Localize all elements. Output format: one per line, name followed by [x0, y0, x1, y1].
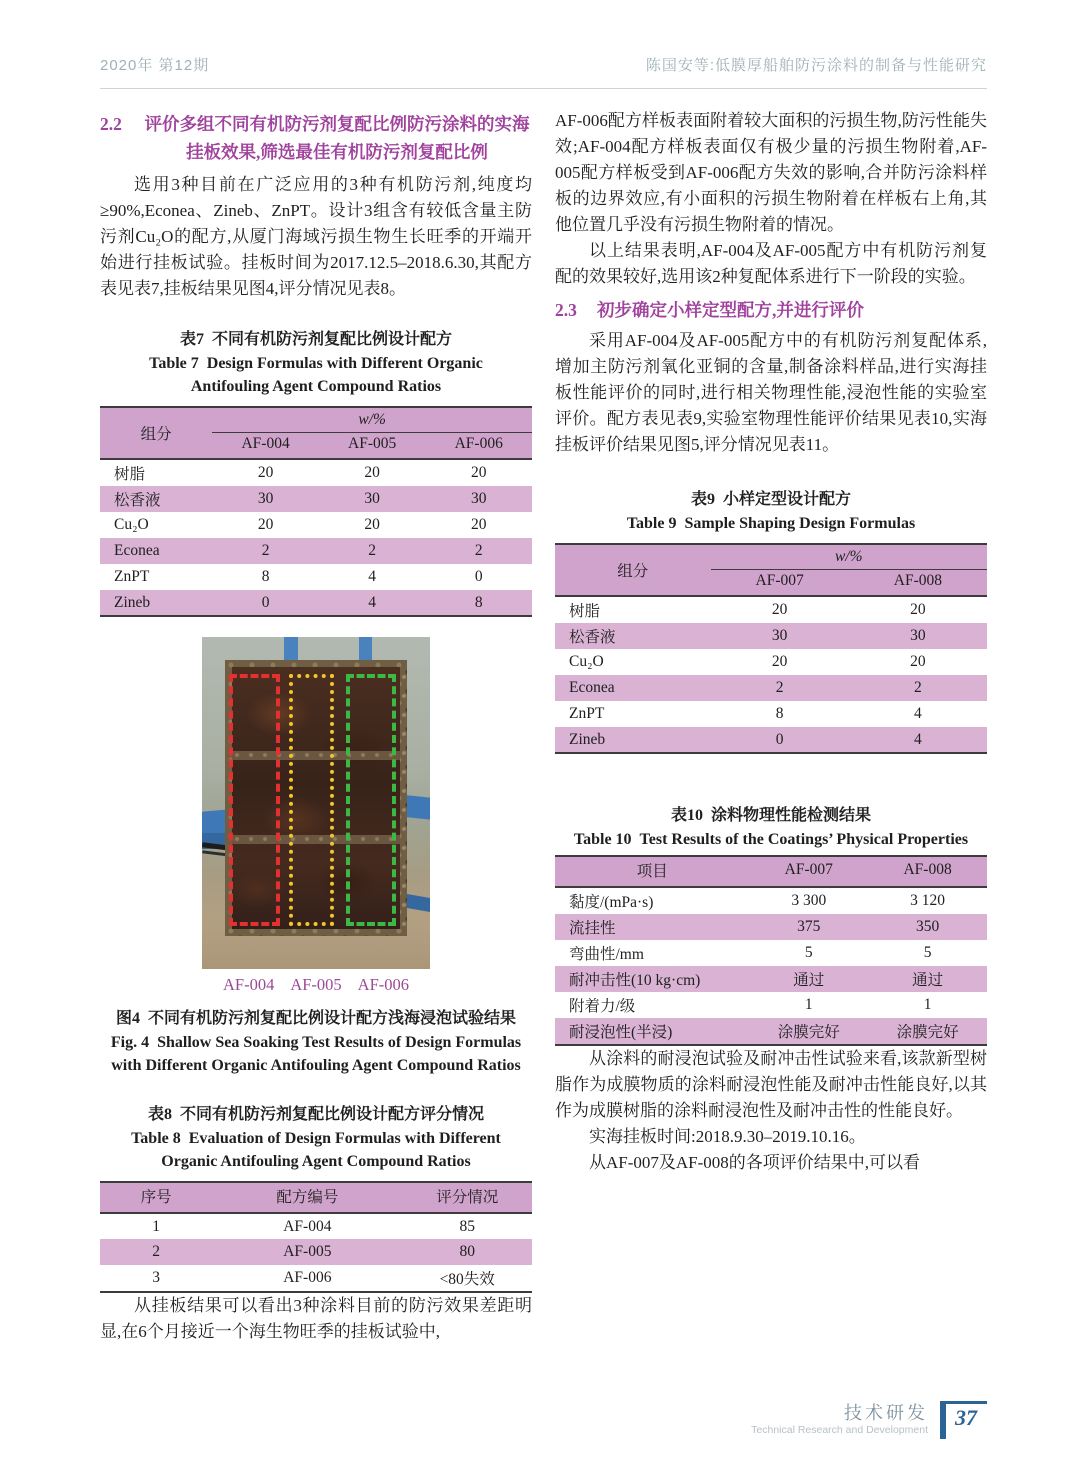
table-row — [555, 940, 987, 966]
cell: 松香液 — [569, 629, 616, 646]
section-heading-2-3 — [555, 296, 987, 324]
table-row — [555, 887, 987, 914]
sea-immersion-photo — [202, 637, 430, 969]
cell: 0 — [261, 593, 270, 611]
figure4-caption-en: Fig. 4 Shallow Sea Soaking Test Results of Design Formulas with Different Organic Antifouling Agent Compound Ratios — [110, 1034, 522, 1074]
cell: 30 — [910, 627, 926, 644]
paragraph: 以上结果表明,AF-004及AF-005配方中有机防污剂复配的效果较好,选用该2种复配体系进行下一阶段的实验。 — [555, 241, 987, 286]
table-row — [555, 914, 987, 940]
left-column — [100, 108, 532, 1345]
cell: 松香液 — [114, 492, 161, 509]
cell: 通过 — [912, 972, 944, 989]
cell: 3 — [152, 1269, 161, 1286]
figure-4 — [100, 637, 532, 1077]
table9-caption-en: Table 9 Sample Shaping Design Formulas — [626, 515, 916, 532]
cell: 85 — [459, 1217, 475, 1235]
section-heading-2-2 — [100, 110, 532, 166]
table-row — [100, 486, 532, 512]
cell: 20 — [364, 516, 380, 533]
cell: AF-006 — [283, 1269, 332, 1286]
table7-col-component: 组分 — [100, 407, 212, 459]
cell: 20 — [910, 653, 926, 670]
cell: 黏度/(mPa·s) — [569, 894, 654, 911]
cell: AF-005 — [283, 1243, 332, 1260]
table9-col-component: 组分 — [555, 544, 711, 596]
table7 — [100, 406, 532, 617]
page-number: 37 — [940, 1401, 987, 1439]
table-row — [555, 701, 987, 727]
cell: 0 — [474, 568, 483, 585]
section-title: 初步确定小样定型配方,并进行评价 — [597, 300, 864, 320]
cell: 耐浸泡性(半浸) — [569, 1024, 673, 1041]
cell: 3 120 — [910, 892, 946, 909]
table-row — [555, 1018, 987, 1045]
table-row — [555, 675, 987, 701]
overlay-rect-af006 — [346, 674, 396, 926]
cell: 耐冲击性(10 kg·cm) — [569, 972, 701, 989]
cell: Cu₂O — [114, 516, 149, 533]
table10-caption-en: Table 10 Test Results of the Coatings’ Physical Properties — [573, 831, 969, 848]
cell: ZnPT — [114, 568, 150, 585]
cell: 20 — [771, 653, 788, 670]
paragraph: 从涂料的耐浸泡试验及耐冲击性试验来看,该款新型树脂作为成膜物质的涂料耐浸泡性能及耐冲击性能良好,以其作为成膜树脂的涂料耐浸泡性及耐冲击性的性能良好。 — [555, 1049, 987, 1120]
cell: 4 — [914, 705, 922, 722]
cell: 20 — [470, 516, 487, 533]
cell: 流挂性 — [569, 920, 616, 937]
cell: 3 300 — [791, 892, 827, 909]
cell: 30 — [257, 490, 274, 507]
table8-caption-cn: 表8 不同有机防污剂复配比例设计配方评分情况 — [147, 1106, 484, 1123]
table7-spanner: w/% — [212, 407, 532, 433]
photo-label-af004: AF-004 — [222, 975, 275, 994]
table9-caption-cn: 表9 小样定型设计配方 — [690, 491, 851, 508]
table10-col-af007: AF-007 — [749, 856, 868, 887]
cell: 5 — [923, 944, 932, 961]
cell: 20 — [257, 464, 274, 481]
table-row — [555, 649, 987, 675]
table-row — [100, 512, 532, 538]
section-number: 2.3 — [555, 300, 577, 320]
photo-label-af006: AF-006 — [357, 975, 410, 994]
cell: 2 — [261, 542, 270, 559]
cell: Econea — [569, 679, 615, 696]
cell: 2 — [368, 542, 377, 559]
table7-caption — [100, 328, 532, 398]
table10-caption-cn: 表10 涂料物理性能检测结果 — [670, 807, 871, 824]
overlay-rect-af004 — [229, 674, 279, 926]
footer-section — [751, 1403, 928, 1437]
table9 — [555, 543, 987, 754]
cell: 弯曲性/mm — [569, 946, 644, 963]
cell: 1 — [923, 996, 932, 1013]
cell: 20 — [257, 516, 274, 533]
table10-caption — [555, 804, 987, 851]
table10-col-af008: AF-008 — [868, 856, 987, 887]
cell: 8 — [474, 593, 483, 611]
table-row — [555, 992, 987, 1018]
cell: AF-004 — [283, 1217, 332, 1235]
table-row — [555, 596, 987, 623]
table8-col-index: 序号 — [100, 1182, 212, 1213]
cell: 30 — [364, 490, 380, 507]
cell: 8 — [775, 705, 784, 722]
figure4-caption — [100, 1007, 532, 1077]
cell: 树脂 — [569, 603, 601, 620]
footer-section-en: Technical Research and Development — [751, 1424, 928, 1436]
cell: 1 — [152, 1217, 161, 1235]
table9-caption — [555, 488, 987, 535]
table7-col-af005: AF-005 — [319, 433, 426, 460]
running-title: 陈国安等:低膜厚船舶防污涂料的制备与性能研究 — [645, 57, 987, 74]
cell: 1 — [804, 996, 813, 1013]
cell: Cu₂O — [569, 653, 604, 670]
cell: 涂膜完好 — [777, 1024, 840, 1041]
table10 — [555, 855, 987, 1046]
footer-section-cn: 技术研发 — [844, 1403, 928, 1423]
photo-blue-rail — [407, 894, 430, 912]
cell: 30 — [771, 627, 788, 644]
cell: 2 — [474, 542, 483, 559]
table-row — [100, 1265, 532, 1292]
cell: 4 — [368, 568, 377, 585]
paragraph: 采用AF-004及AF-005配方中的有机防污剂复配体系,增加主防污剂氧化亚铜的含量,制备涂料样品,进行实海挂板性能评价的同时,进行相关物理性能,浸泡性能的实验室评价。配方表见表9,实验室物理性能评价结果见表10,实海挂板评价结果见图5,评分情况见表11。 — [555, 331, 987, 454]
page-footer — [751, 1401, 987, 1439]
table7-caption-en-1: Table 7 Design Formulas with Different Organic — [149, 355, 483, 372]
cell: 附着力/级 — [569, 998, 636, 1015]
cell: 4 — [368, 593, 377, 611]
table8-col-score: 评分情况 — [402, 1182, 532, 1213]
cell: Econea — [114, 542, 160, 559]
photo-labels — [100, 975, 532, 995]
table-row — [100, 459, 532, 486]
cell: 树脂 — [114, 466, 146, 483]
cell: 0 — [775, 730, 784, 748]
table9-col-af007: AF-007 — [711, 570, 849, 597]
cell: 8 — [261, 568, 270, 585]
table-row — [100, 1213, 532, 1239]
table7-caption-cn: 表7 不同有机防污剂复配比例设计配方 — [179, 331, 452, 348]
cell: 20 — [364, 464, 380, 481]
cell: 5 — [804, 944, 813, 961]
cell: 20 — [771, 601, 788, 618]
cell: 80 — [459, 1243, 475, 1260]
section-title: 评价多组不同有机防污剂复配比例防污涂料的实海挂板效果,筛选最佳有机防污剂复配比例 — [144, 114, 530, 162]
cell: 涂膜完好 — [896, 1024, 959, 1041]
table7-caption-en-2: Antifouling Agent Compound Ratios — [190, 378, 442, 395]
cell: 2 — [152, 1243, 161, 1260]
table-row — [100, 1239, 532, 1265]
page-header — [100, 54, 987, 89]
cell: 375 — [797, 918, 821, 935]
table7-col-af004: AF-004 — [212, 433, 319, 460]
table8-col-formula: 配方编号 — [212, 1182, 402, 1213]
cell: 20 — [910, 601, 926, 618]
issue-label: 2020年 第12期 — [100, 57, 210, 74]
table-row — [555, 623, 987, 649]
table-row — [100, 564, 532, 590]
cell: 350 — [915, 918, 940, 935]
section-number: 2.2 — [100, 114, 122, 134]
table10-col-item: 项目 — [555, 856, 749, 887]
table8-caption-en-2: Organic Antifouling Agent Compound Ratios — [161, 1153, 471, 1170]
table-row — [100, 590, 532, 616]
cell: Zineb — [569, 730, 606, 748]
two-column-body — [100, 108, 987, 1345]
cell: Zineb — [114, 593, 151, 611]
table8-caption — [100, 1103, 532, 1173]
cell: 4 — [914, 730, 922, 748]
paragraph: 实海挂板时间:2018.9.30–2019.10.16。 — [589, 1127, 866, 1146]
table-row — [100, 538, 532, 564]
table-row — [555, 966, 987, 992]
table8 — [100, 1181, 532, 1293]
table7-col-af006: AF-006 — [425, 433, 532, 460]
figure4-caption-cn: 图4 不同有机防污剂复配比例设计配方浅海浸泡试验结果 — [115, 1010, 516, 1027]
photo-label-af005: AF-005 — [290, 975, 342, 994]
right-column — [555, 108, 987, 1345]
table-row — [555, 727, 987, 753]
table9-spanner: w/% — [711, 544, 987, 570]
table9-col-af008: AF-008 — [849, 570, 987, 597]
cell: 通过 — [793, 972, 825, 989]
cell: 20 — [470, 464, 487, 481]
paragraph: AF-006配方样板表面附着较大面积的污损生物,防污性能失效;AF-004配方样板表面仅有极少量的污损生物附着,AF-005配方样板受到AF-006配方失效的影响,合并防污涂料样板的边界效应,有小面积的污损生物附着在样板右上角,其他位置几乎没有污损生物附着的情况。 — [555, 111, 987, 234]
cell: 2 — [775, 679, 784, 696]
table8-caption-en-1: Table 8 Evaluation of Design Formulas with Different — [131, 1130, 501, 1147]
cell: 30 — [470, 490, 487, 507]
cell: 2 — [914, 679, 922, 696]
overlay-rect-af005 — [289, 674, 335, 926]
cell: <80失效 — [439, 1271, 495, 1288]
paragraph: 选用3种目前在广泛应用的3种有机防污剂,纯度均≥90%,Econea、Zineb、ZnPT。设计3组含有较低含量主防污剂Cu₂O的配方,从厦门海域污损生物生长旺季的开端开始进行挂板试验。挂板时间为2017.12.5–2018.6.30,其配方表见表7,挂板结果见图4,评分情况见表8。 — [100, 175, 532, 298]
cell: ZnPT — [569, 705, 605, 722]
paragraph: 从AF-007及AF-008的各项评价结果中,可以看 — [589, 1153, 921, 1172]
paragraph: 从挂板结果可以看出3种涂料目前的防污效果差距明显,在6个月接近一个海生物旺季的挂板试验中, — [100, 1296, 532, 1341]
